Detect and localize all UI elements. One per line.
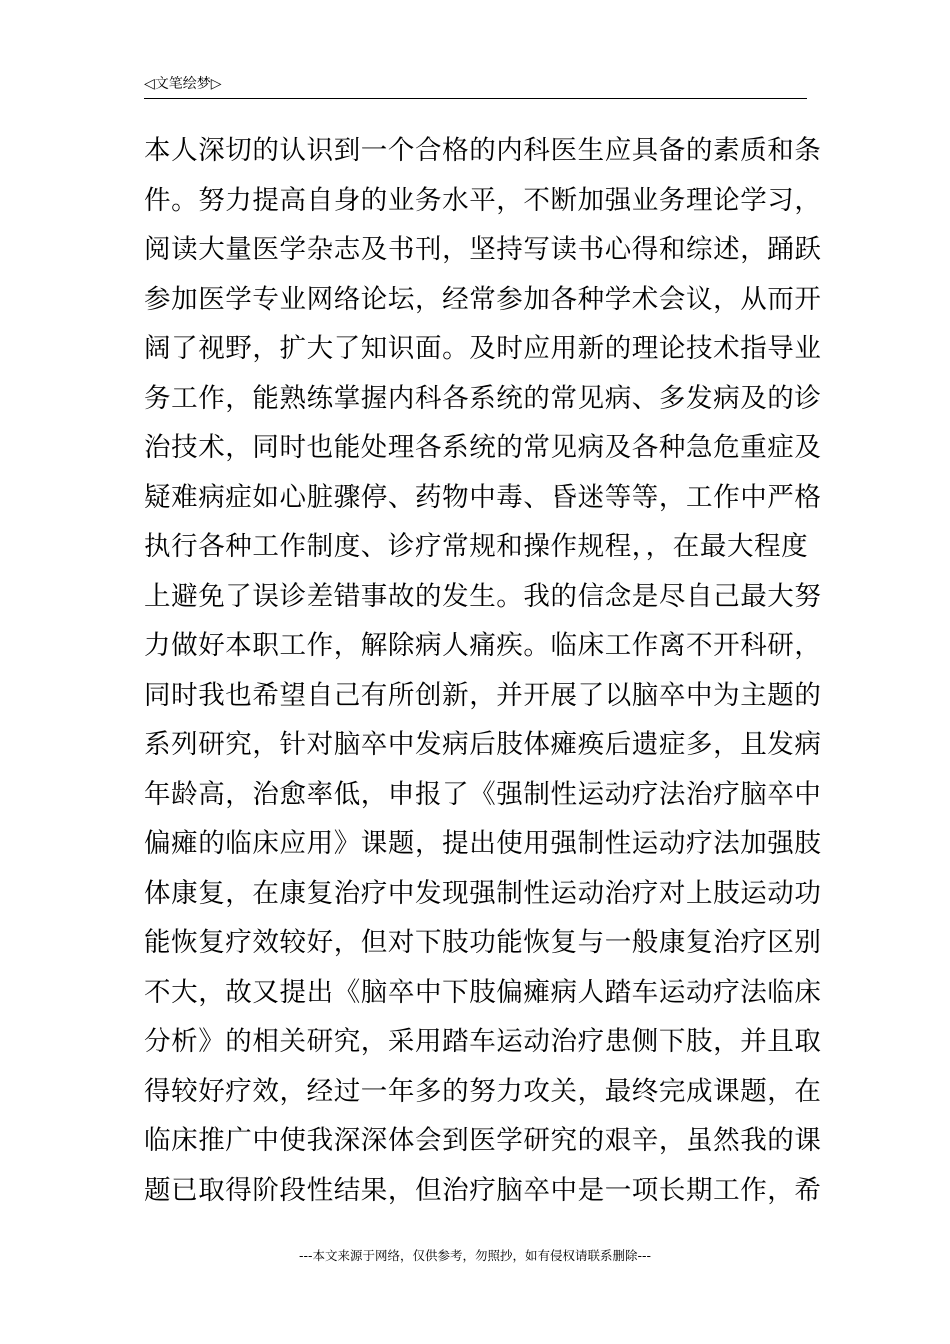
text-line: 临床推广中使我深深体会到医学研究的艰辛，虽然我的课 — [144, 1125, 822, 1156]
text-line: 参加医学专业网络论坛，经常参加各种学术会议，从而开 — [144, 283, 822, 315]
page-header — [144, 74, 807, 99]
text-line: 年龄高，治愈率低，申报了《强制性运动疗法治疗脑卒中 — [144, 778, 822, 810]
text-line: 系列研究，针对脑卒中发病后肢体瘫痪后遗症多，且发病 — [144, 729, 822, 760]
body-text — [144, 126, 822, 1215]
text-line: 执行各种工作制度、诊疗常规和操作规程，，在最大程度 — [144, 531, 809, 562]
text-line: 疑难病症如心脏骤停、药物中毒、昏迷等等，工作中严格 — [144, 481, 822, 513]
text-line: 分析》的相关研究，采用踏车运动治疗患侧下肢，并且取 — [144, 1026, 822, 1057]
text-line: 力做好本职工作，解除病人痛疾。临床工作离不开科研， — [144, 630, 822, 661]
text-line: 上避免了误诊差错事故的发生。我的信念是尽自己最大努 — [144, 580, 822, 612]
text-line: 体康复，在康复治疗中发现强制性运动治疗对上肢运动功 — [144, 877, 822, 909]
text-line: 偏瘫的临床应用》课题，提出使用强制性运动疗法加强肢 — [144, 828, 822, 859]
text-line: 同时我也希望自己有所创新，并开展了以脑卒中为主题的 — [144, 679, 822, 711]
text-line: 阅读大量医学杂志及书刊，坚持写读书心得和综述，踊跃 — [144, 234, 822, 265]
page-footer: ---本文来源于网络，仅供参考，勿照抄，如有侵权请联系删除--- — [298, 1248, 652, 1263]
text-line: 件。努力提高自身的业务水平，不断加强业务理论学习， — [144, 184, 822, 216]
text-line: 得较好疗效，经过一年多的努力攻关，最终完成课题，在 — [144, 1075, 822, 1107]
header-title: ◁文笔绘梦▷ — [144, 76, 222, 92]
text-line: 不大，故又提出《脑卒中下肢偏瘫病人踏车运动疗法临床 — [144, 976, 822, 1008]
text-line: 能恢复疗效较好，但对下肢功能恢复与一般康复治疗区别 — [144, 927, 822, 958]
text-line: 务工作，能熟练掌握内科各系统的常见病、多发病及的诊 — [144, 382, 822, 414]
text-line: 治技术，同时也能处理各系统的常见病及各种急危重症及 — [144, 432, 822, 463]
text-line: 题已取得阶段性结果，但治疗脑卒中是一项长期工作，希 — [144, 1174, 822, 1206]
text-line: 本人深切的认识到一个合格的内科医生应具备的素质和条 — [144, 135, 822, 166]
text-line: 阔了视野，扩大了知识面。及时应用新的理论技术指导业 — [144, 333, 822, 364]
